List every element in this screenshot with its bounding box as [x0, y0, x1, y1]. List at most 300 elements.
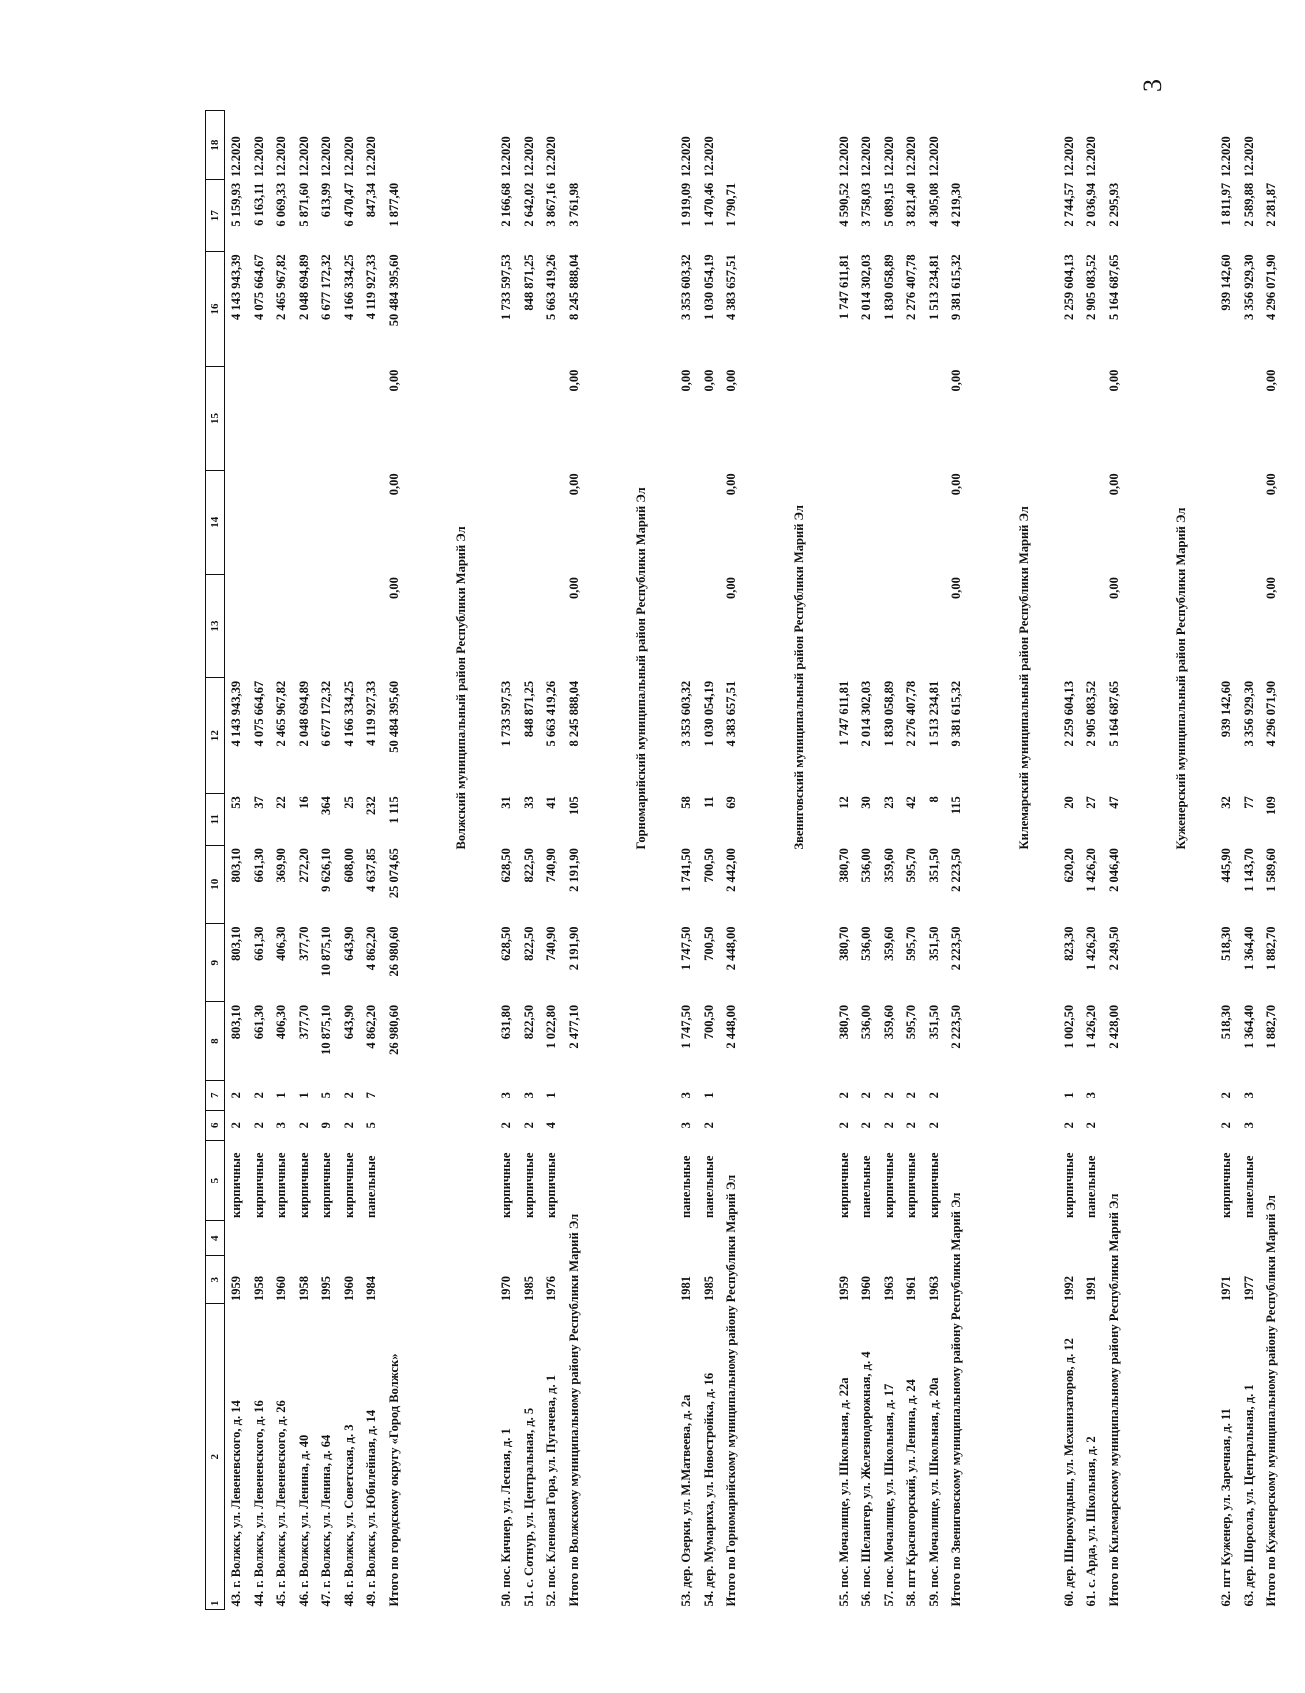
total-row	[945, 111, 968, 1610]
cell-c11: 47	[1106, 796, 1121, 809]
table-row	[1080, 111, 1103, 1610]
cell-c12: 848 871,25	[521, 680, 536, 738]
cell-c9: 2 191,90	[566, 926, 581, 971]
cell-c2: 50. пос. Кичиер, ул. Лесная, д. 1	[499, 1428, 513, 1607]
cell-c17: 1 919,09	[679, 182, 693, 227]
cell-c16: 2 905 083,52	[1084, 254, 1098, 320]
cell-c17: 3 761,98	[566, 182, 581, 227]
cell-c2: 56. пос. Шелангер, ул. Железнодорожная, д. 4	[859, 1351, 873, 1607]
cell-c11: 69	[724, 796, 738, 809]
cell-c12: 8 245 888,04	[566, 680, 581, 747]
cell-c3: 1977	[1241, 1275, 1256, 1301]
cell-c3: 1991	[1084, 1275, 1098, 1301]
cell-c15: 0,00	[1264, 369, 1278, 392]
cell-c12: 1 747 611,81	[836, 680, 851, 746]
cell-c10: 351,50	[926, 848, 941, 883]
cell-c7: 1	[544, 1092, 558, 1099]
spacer-row	[810, 111, 833, 1610]
cell-c11: 33	[521, 796, 536, 809]
cell-c16: 939 142,60	[1219, 254, 1233, 311]
cell-c8: 1 002,50	[1061, 1004, 1076, 1049]
cell-c7: 2	[881, 1092, 896, 1099]
cell-c6: 2	[499, 1122, 513, 1129]
cell-c14: 0,00	[566, 473, 581, 496]
column-number-6: 6	[206, 1110, 225, 1140]
cell-c12: 9 381 615,32	[949, 680, 963, 747]
spacer-row	[1125, 111, 1148, 1610]
column-number-10: 10	[206, 845, 225, 923]
cell-c8: 643,90	[341, 1004, 356, 1040]
cell-c10: 380,70	[836, 848, 851, 883]
cell-c10: 661,30	[251, 848, 266, 883]
cell-c10: 2 191,90	[566, 848, 581, 892]
cell-c2: 57. пос. Мочалище, ул. Школьная, д. 17	[881, 1383, 896, 1607]
cell-c9: 661,30	[251, 926, 266, 961]
column-number-5: 5	[206, 1140, 225, 1221]
cell-c7: 1	[274, 1092, 288, 1099]
cell-c8: 4 862,20	[364, 1004, 378, 1049]
spacer-row	[990, 111, 1013, 1610]
cell-c8: 26 980,60	[386, 1004, 401, 1055]
cell-c8: 631,80	[499, 1004, 513, 1040]
cell-c7: 3	[499, 1092, 513, 1099]
cell-c17: 4 590,52	[836, 182, 851, 227]
cell-c8: 700,50	[701, 1004, 716, 1040]
cell-c8: 661,30	[251, 1004, 266, 1040]
cell-c9: 822,50	[521, 926, 536, 961]
cell-c11: 42	[904, 796, 918, 809]
cell-c9: 1 426,20	[1084, 926, 1098, 971]
district-heading: Звениговский муниципальный район Республики Марий Эл	[791, 505, 806, 850]
cell-c18: 12.2020	[836, 136, 851, 177]
cell-c10: 803,10	[229, 848, 243, 883]
cell-c6: 3	[679, 1122, 693, 1129]
cell-c3: 1960	[341, 1275, 356, 1301]
cell-c12: 4 075 664,67	[251, 680, 266, 747]
table-row	[248, 111, 271, 1610]
column-number-3: 3	[206, 1256, 225, 1304]
cell-c17: 2 036,94	[1084, 182, 1098, 227]
cell-c6: 2	[251, 1122, 266, 1129]
cell-c17: 6 470,47	[341, 182, 356, 227]
cell-c6: 3	[274, 1122, 288, 1129]
cell-c11: 31	[499, 796, 513, 809]
cell-c7: 3	[1084, 1092, 1098, 1099]
table-row	[833, 111, 856, 1610]
cell-c6: 2	[521, 1122, 536, 1129]
cell-c8: 10 875,10	[319, 1004, 333, 1055]
cell-c2: 51. с. Сотнур, ул. Центральная, д. 5	[521, 1407, 536, 1607]
cell-c9: 803,10	[229, 926, 243, 961]
column-number-7: 7	[206, 1080, 225, 1110]
cell-c2: 49. г. Волжск, ул. Юбилейная, д. 14	[364, 1409, 378, 1607]
cell-c9: 595,70	[904, 926, 918, 961]
cell-c17: 6 069,33	[274, 182, 288, 227]
cell-c16: 3 353 603,32	[679, 254, 693, 320]
cell-c12: 5 663 419,26	[544, 680, 558, 747]
cell-c6: 2	[881, 1122, 896, 1129]
cell-c10: 628,50	[499, 848, 513, 883]
cell-c5: кирпичные	[1219, 1152, 1233, 1218]
cell-c2: 62. пгт Куженер, ул. Заречная, д. 11	[1219, 1408, 1233, 1607]
cell-c3: 1958	[296, 1275, 311, 1301]
cell-c2: 60. дер. Широкундыш, ул. Механизаторов, д. 12	[1061, 1338, 1076, 1607]
cell-c8: 351,50	[926, 1004, 941, 1040]
cell-c16: 5 663 419,26	[544, 254, 558, 320]
district-heading: Килемарский муниципальный район Республики Марий Эл	[1016, 506, 1031, 850]
cell-c8: 2 448,00	[724, 1004, 738, 1049]
cell-c17: 3 758,03	[859, 182, 873, 227]
cell-c2: 47. г. Волжск, ул. Ленина, д. 64	[319, 1434, 333, 1607]
cell-c5: кирпичные	[1061, 1152, 1076, 1218]
cell-c6: 3	[1241, 1122, 1256, 1129]
cell-c16: 3 356 929,30	[1241, 254, 1256, 320]
cell-c7: 3	[521, 1092, 536, 1099]
cell-c9: 740,90	[544, 926, 558, 961]
cell-c14: 0,00	[724, 473, 738, 496]
cell-c16: 848 871,25	[521, 254, 536, 311]
cell-c11: 364	[319, 796, 333, 815]
cell-c3: 1970	[499, 1275, 513, 1301]
cell-c12: 4 296 071,90	[1264, 680, 1278, 747]
cell-c7: 2	[1219, 1092, 1233, 1099]
cell-c10: 1 426,20	[1084, 848, 1098, 892]
spacer-row	[608, 111, 631, 1610]
cell-c5: панельные	[859, 1155, 873, 1218]
cell-c2: 45. г. Волжск, ул. Левеневского, д. 26	[274, 1400, 288, 1607]
spacer-row	[1035, 111, 1058, 1610]
cell-c2: 44. г. Волжск, ул. Левеневского, д. 16	[251, 1400, 266, 1607]
cell-c10: 369,90	[274, 848, 288, 883]
cell-c12: 2 905 083,52	[1084, 680, 1098, 747]
cell-c16: 6 677 172,32	[319, 254, 333, 320]
cell-c18: 12.2020	[881, 136, 896, 177]
table-row	[360, 111, 383, 1610]
cell-c11: 16	[296, 796, 311, 809]
cell-c7: 2	[926, 1092, 941, 1099]
cell-c13: 0,00	[724, 577, 738, 600]
district-heading-row	[1013, 111, 1036, 1610]
cell-c2: 58. пгт Красногорский, ул. Ленина, д. 24	[904, 1379, 918, 1607]
table-row	[1058, 111, 1081, 1610]
cell-c8: 518,30	[1219, 1004, 1233, 1040]
table-row	[270, 111, 293, 1610]
cell-c3: 1985	[521, 1275, 536, 1301]
cell-c2: 63. дер. Шорсола, ул. Центральная, д. 1	[1241, 1384, 1256, 1607]
cell-c16: 4 166 334,25	[341, 254, 356, 320]
cell-c10: 25 074,65	[386, 848, 401, 899]
cell-c5: кирпичные	[319, 1152, 333, 1218]
cell-c16: 2 014 302,03	[859, 254, 873, 320]
cell-c10: 608,00	[341, 848, 356, 883]
cell-c13: 0,00	[949, 577, 963, 600]
cell-c16: 1 030 054,19	[701, 254, 716, 320]
cell-c6: 4	[544, 1122, 558, 1129]
cell-c18: 12.2020	[1241, 136, 1256, 177]
cell-c11: 1 115	[386, 796, 401, 824]
total-row	[383, 111, 406, 1610]
cell-c9: 10 875,10	[319, 926, 333, 977]
cell-c5: кирпичные	[881, 1152, 896, 1218]
cell-c17: 3 867,16	[544, 182, 558, 227]
cell-c8: 822,50	[521, 1004, 536, 1040]
page-number: 3	[1138, 79, 1167, 92]
cell-c12: 2 465 967,82	[274, 680, 288, 747]
table-row	[878, 111, 901, 1610]
table-row	[698, 111, 721, 1610]
spacer-row	[743, 111, 766, 1610]
table-row	[1215, 111, 1238, 1610]
spacer-row	[1283, 111, 1305, 1610]
column-number-18: 18	[206, 111, 225, 180]
cell-c5: кирпичные	[274, 1152, 288, 1218]
district-heading: Горномарийский муниципальный район Республики Марий Эл	[634, 487, 648, 850]
cell-c6: 5	[364, 1122, 378, 1129]
cell-c10: 445,90	[1219, 848, 1233, 883]
column-number-11: 11	[206, 793, 225, 845]
rotated-table-container	[205, 110, 1278, 1610]
cell-c12: 4 143 943,39	[229, 680, 243, 747]
spacer-row	[653, 111, 676, 1610]
cell-c17: 1 877,40	[386, 182, 401, 227]
cell-c8: 1 022,80	[544, 1004, 558, 1049]
cell-c12: 6 677 172,32	[319, 680, 333, 747]
cell-c18: 12.2020	[341, 136, 356, 177]
cell-c3: 1961	[904, 1275, 918, 1301]
cell-c3: 1959	[836, 1275, 851, 1301]
cell-c10: 1 589,60	[1264, 848, 1278, 892]
cell-c9: 518,30	[1219, 926, 1233, 961]
cell-c12: 50 484 395,60	[386, 680, 401, 753]
cell-c12: 2 276 407,78	[904, 680, 918, 747]
cell-c10: 4 637,85	[364, 848, 378, 892]
cell-c12: 2 014 302,03	[859, 680, 873, 747]
cell-c16: 1 733 597,53	[499, 254, 513, 320]
table-row	[675, 111, 698, 1610]
cell-c12: 939 142,60	[1219, 680, 1233, 738]
spacer-row	[968, 111, 991, 1610]
cell-c2: 55. пос. Мочалище, ул. Школьная, д. 22а	[836, 1377, 851, 1607]
cell-c3: 1984	[364, 1275, 378, 1301]
cell-c18: 12.2020	[544, 136, 558, 177]
cell-c18: 12.2020	[679, 136, 693, 177]
cell-c3: 1971	[1219, 1275, 1233, 1301]
cell-c16: 2 465 967,82	[274, 254, 288, 320]
cell-c2: 46. г. Волжск, ул. Ленина, д. 40	[296, 1434, 311, 1607]
cell-c16: 1 513 234,81	[926, 254, 941, 320]
cell-c17: 6 163,11	[251, 182, 266, 226]
cell-c8: 1 747,50	[679, 1004, 693, 1049]
cell-c10: 1 741,50	[679, 848, 693, 892]
cell-c9: 643,90	[341, 926, 356, 961]
cell-c15: 0,00	[566, 369, 581, 392]
cell-c8: 2 428,00	[1106, 1004, 1121, 1049]
cell-c6: 2	[296, 1122, 311, 1129]
cell-c10: 2 223,50	[949, 848, 963, 892]
cell-c15: 0,00	[701, 369, 716, 392]
cell-c7: 5	[319, 1092, 333, 1099]
cell-c3: 1963	[881, 1275, 896, 1301]
cell-c12: 4 383 657,51	[724, 680, 738, 747]
cell-c7: 2	[229, 1092, 243, 1099]
cell-c8: 2 223,50	[949, 1004, 963, 1049]
cell-c8: 1 426,20	[1084, 1004, 1098, 1049]
table-row	[338, 111, 361, 1610]
cell-c12: 3 356 929,30	[1241, 680, 1256, 747]
cell-c10: 2 046,40	[1106, 848, 1121, 892]
cell-c6: 9	[319, 1122, 333, 1129]
cell-c18: 12.2020	[926, 136, 941, 177]
table-body	[206, 111, 1305, 1610]
cell-c10: 700,50	[701, 848, 716, 883]
cell-c3: 1958	[251, 1275, 266, 1301]
cell-c18: 12.2020	[251, 136, 266, 177]
column-number-17: 17	[206, 180, 225, 251]
cell-c5: кирпичные	[836, 1152, 851, 1218]
cell-c12: 1 513 234,81	[926, 680, 941, 747]
cell-c9: 2 448,00	[724, 926, 738, 971]
cell-c18: 12.2020	[904, 136, 918, 177]
cell-c16: 2 276 407,78	[904, 254, 918, 320]
cell-c9: 359,60	[881, 926, 896, 961]
cell-c12: 2 259 604,13	[1061, 680, 1076, 747]
cell-c16: 4 075 664,67	[251, 254, 266, 320]
table-row	[315, 111, 338, 1610]
cell-c18: 12.2020	[296, 136, 311, 177]
cell-c16: 1 747 611,81	[836, 254, 851, 320]
cell-c12: 2 048 694,89	[296, 680, 311, 747]
cell-c14: 0,00	[386, 473, 401, 496]
cell-c11: 58	[679, 796, 693, 809]
cell-c7: 1	[701, 1092, 716, 1099]
cell-c7: 1	[296, 1092, 311, 1099]
cell-c3: 1963	[926, 1275, 941, 1301]
cell-c11: 25	[341, 796, 356, 809]
cell-c5: кирпичные	[499, 1152, 513, 1218]
cell-c16: 2 259 604,13	[1061, 254, 1076, 320]
cell-c5: панельные	[364, 1155, 378, 1218]
cell-c15: 0,00	[724, 369, 738, 392]
cell-c17: 2 642,02	[521, 182, 536, 227]
cell-c5: панельные	[701, 1155, 716, 1218]
cell-c16: 5 164 687,65	[1106, 254, 1121, 320]
cell-c3: 1985	[701, 1275, 716, 1301]
cell-c2: 52. пос. Кленовая Гора, ул. Пугачева, д. 1	[544, 1375, 558, 1607]
cell-c2: 59. пос. Мочалище, ул. Школьная, д. 20а	[926, 1377, 941, 1607]
cell-c18: 12.2020	[319, 136, 333, 177]
cell-c10: 620,20	[1061, 848, 1076, 883]
column-number-16: 16	[206, 251, 225, 366]
cell-c12: 4 166 334,25	[341, 680, 356, 747]
cell-c3: 1960	[859, 1275, 873, 1301]
cell-c6: 2	[1219, 1122, 1233, 1129]
cell-c12: 1 830 058,89	[881, 680, 896, 747]
cell-c9: 700,50	[701, 926, 716, 961]
cell-c8: 380,70	[836, 1004, 851, 1040]
cell-c11: 30	[859, 796, 873, 809]
cell-c6: 2	[859, 1122, 873, 1129]
column-number-2: 2	[206, 1304, 225, 1610]
cell-c3: 1995	[319, 1275, 333, 1301]
cell-c8: 536,00	[859, 1004, 873, 1040]
cell-c5: кирпичные	[341, 1152, 356, 1218]
cell-c9: 377,70	[296, 926, 311, 961]
total-row	[1103, 111, 1126, 1610]
cell-c9: 26 980,60	[386, 926, 401, 977]
cell-c8: 595,70	[904, 1004, 918, 1040]
cell-c17: 3 821,40	[904, 182, 918, 227]
column-number-8: 8	[206, 1002, 225, 1080]
cell-c17: 2 295,93	[1106, 182, 1121, 227]
cell-c11: 23	[881, 796, 896, 809]
cell-c7: 2	[904, 1092, 918, 1099]
cell-c11: 53	[229, 796, 243, 809]
cell-c17: 1 790,71	[724, 182, 738, 227]
cell-c2: Итого по городскому округу «Город Волжск»	[386, 1353, 401, 1607]
cell-c10: 822,50	[521, 848, 536, 883]
cell-c7: 2	[836, 1092, 851, 1099]
cell-c17: 4 305,08	[926, 182, 941, 227]
cell-c12: 1 733 597,53	[499, 680, 513, 747]
cell-c12: 4 119 927,33	[364, 680, 378, 746]
cell-c11: 232	[364, 796, 378, 815]
cell-c6: 2	[926, 1122, 941, 1129]
cell-c17: 2 281,87	[1264, 182, 1278, 227]
cell-c18: 12.2020	[1084, 136, 1098, 177]
cell-c9: 406,30	[274, 926, 288, 961]
table-row	[923, 111, 946, 1610]
cell-c9: 380,70	[836, 926, 851, 961]
cell-c2: Итого по Килемарскому муниципальному району Республики Марий Эл	[1106, 1193, 1121, 1607]
cell-c9: 628,50	[499, 926, 513, 961]
cell-c9: 1 364,40	[1241, 926, 1256, 971]
cell-c6: 2	[904, 1122, 918, 1129]
cell-c15: 0,00	[386, 369, 401, 392]
cell-c10: 1 143,70	[1241, 848, 1256, 892]
cell-c7: 2	[341, 1092, 356, 1099]
cell-c9: 536,00	[859, 926, 873, 961]
cell-c9: 1 747,50	[679, 926, 693, 971]
cell-c16: 8 245 888,04	[566, 254, 581, 320]
cell-c6: 2	[229, 1122, 243, 1129]
cell-c5: кирпичные	[296, 1152, 311, 1218]
cell-c11: 77	[1241, 796, 1256, 809]
cell-c18: 12.2020	[1061, 136, 1076, 177]
cell-c10: 9 626,10	[319, 848, 333, 892]
cell-c16: 4 119 927,33	[364, 254, 378, 320]
cell-c7: 7	[364, 1092, 378, 1099]
cell-c16: 4 296 071,90	[1264, 254, 1278, 320]
cell-c3: 1959	[229, 1275, 243, 1301]
column-number-4: 4	[206, 1221, 225, 1256]
spacer-row	[473, 111, 496, 1610]
cell-c16: 50 484 395,60	[386, 254, 401, 327]
cell-c11: 115	[949, 796, 963, 815]
cell-c10: 740,90	[544, 848, 558, 883]
spacer-row	[1193, 111, 1216, 1610]
spacer-row	[765, 111, 788, 1610]
cell-c10: 2 442,00	[724, 848, 738, 892]
cell-c11: 41	[544, 796, 558, 809]
cell-c2: 54. дер. Мумариха, ул. Новостройка, д. 16	[701, 1372, 716, 1607]
district-heading-row	[450, 111, 473, 1610]
cell-c14: 0,00	[1106, 473, 1121, 496]
table-row	[293, 111, 316, 1610]
cell-c18: 12.2020	[859, 136, 873, 177]
cell-c6: 2	[701, 1122, 716, 1129]
table-row	[900, 111, 923, 1610]
cell-c11: 22	[274, 796, 288, 809]
